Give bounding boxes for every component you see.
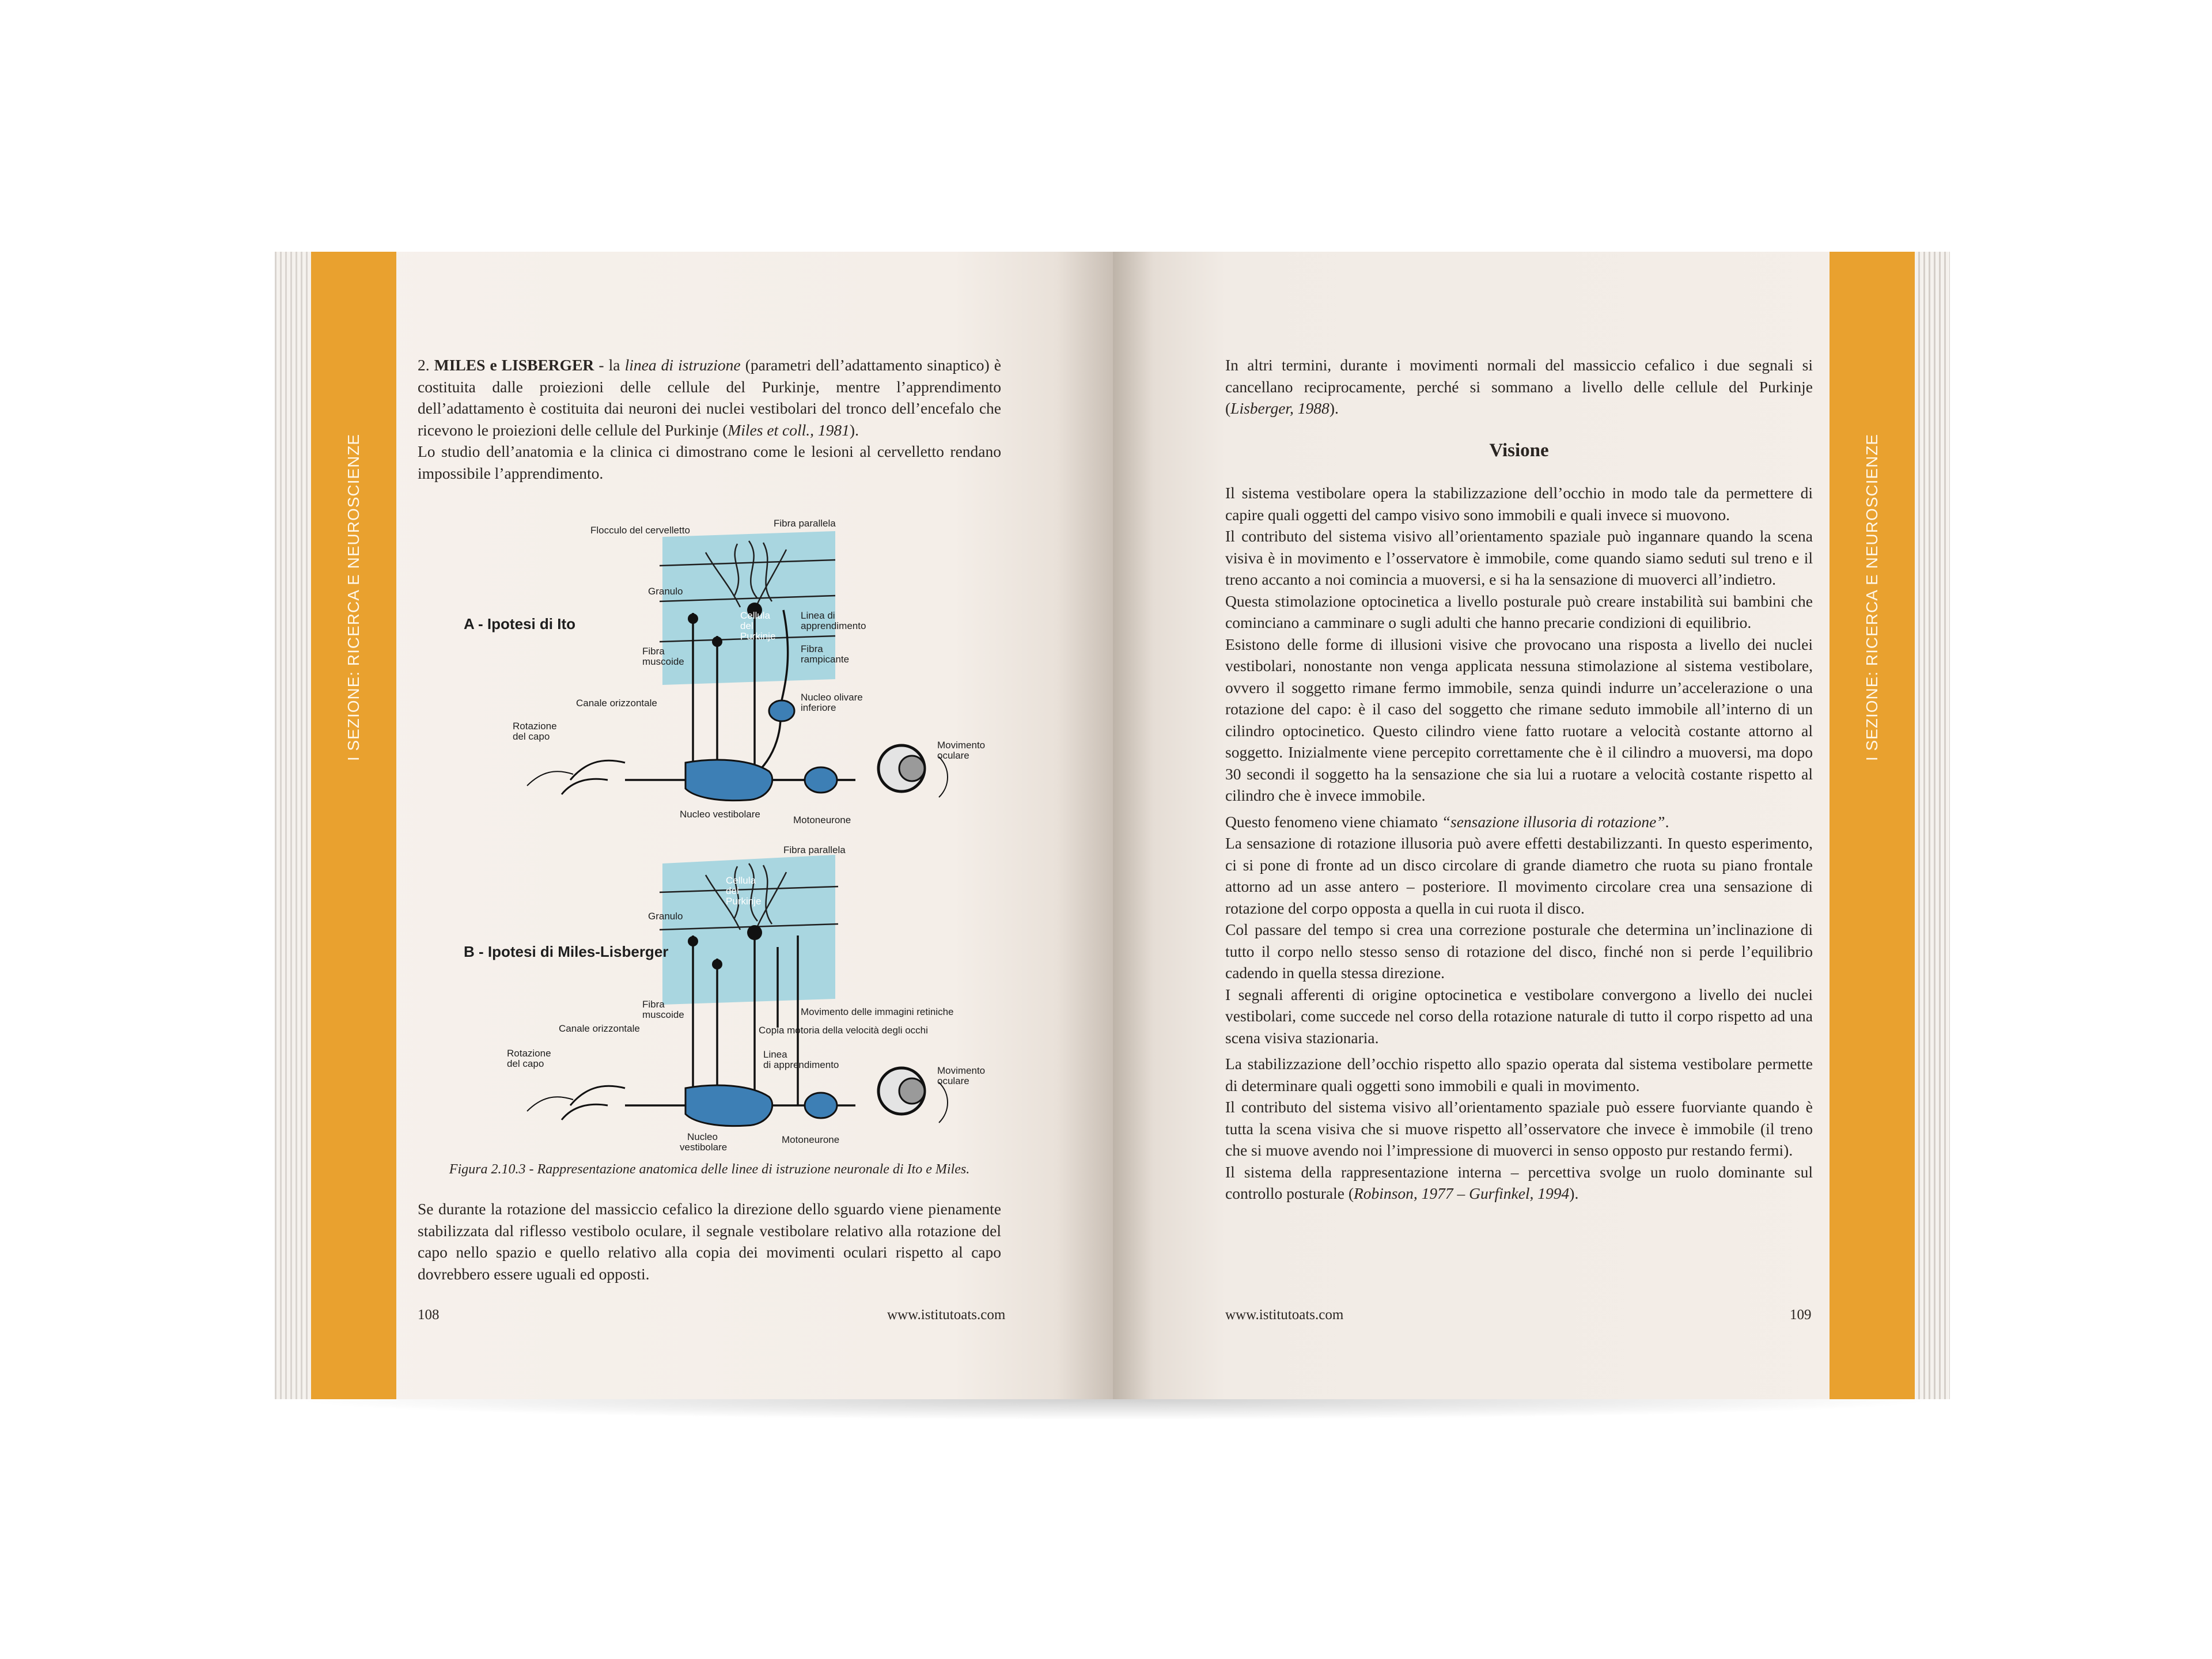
- label-nucleo-olivare-1: Nucleo olivare: [801, 692, 863, 703]
- paragraph-3: Questa stimolazione optocinetica a livello posturale può creare instabilità sui bambini che cominciano a camminare o sugli adulti che hanno precarie condizioni di equilibrio.: [1225, 592, 1813, 631]
- label-rotazione-a-2: del capo: [513, 731, 550, 742]
- label-cellula-b-3: Purkinje: [726, 896, 762, 907]
- label-flocculo: Flocculo del cervelletto: [590, 525, 690, 536]
- label-linea-a-1: Linea di: [801, 610, 835, 621]
- left-running-header: I SEZIONE: RICERCA E NEUROSCIENZE: [344, 433, 362, 762]
- paragraph-6: Col passare del tempo si crea una correzione posturale che determina un’inclinazione di tutto il corpo nello stesso senso di rotazione del disco, finché non si perde l’equilibrio cadendo in quella stessa direzione.: [1225, 921, 1813, 982]
- label-rotazione-b-1: Rotazione: [507, 1048, 551, 1059]
- right-page-number: 109: [1790, 1307, 1812, 1323]
- label-granulo-a: Granulo: [648, 586, 683, 597]
- label-motoneurone-b: Motoneurone: [782, 1134, 840, 1145]
- label-canale-a: Canale orizzontale: [576, 698, 657, 709]
- left-page-edges: [275, 252, 315, 1399]
- vestibular-nucleus-b: [685, 1085, 772, 1126]
- paragraph-intro: In altri termini, durante i movimenti normali del massiccio cefalico i due segnali si cancellano reciprocamente, perché si sommano a livello delle cellule del Purkinje (Lisberger, 1988).: [1225, 356, 1813, 417]
- left-website: www.istitutoats.com: [887, 1307, 1006, 1323]
- label-canale-b: Canale orizzontale: [559, 1023, 640, 1034]
- label-cellula-b-2: del: [726, 885, 739, 896]
- label-cellula-b-1: Cellula: [726, 875, 756, 886]
- label-copia-motoria: Copia motoria della velocità degli occhi: [759, 1025, 928, 1036]
- label-cellula-a-2: del: [740, 620, 753, 631]
- paragraph-miles-lisberger: 2. MILES e LISBERGER - la linea di istruzione (parametri dell’adattamento sinaptico) è costituita dalle proiezioni delle cellule del Purkinje, mentre l’apprendimento dell’adattamento è costituita dai neuroni dei nuclei vestibolari del tronco dell’encefalo che ricevono le proiezioni delle cellule del Purkinje (Miles et coll., 1981).: [418, 356, 1001, 439]
- vestibular-nucleus-a: [685, 760, 772, 801]
- label-fibra-parallela-a: Fibra parallela: [774, 518, 836, 529]
- section-heading: Visione: [1489, 440, 1549, 461]
- right-running-header: I SEZIONE: RICERCA E NEUROSCIENZE: [1863, 433, 1881, 762]
- label-linea-a-2: apprendimento: [801, 620, 866, 631]
- paragraph-8: La stabilizzazione dell’occhio rispetto allo spazio operata dal sistema vestibolare permette di determinare quali oggetti sono immobili e quali in movimento.: [1225, 1055, 1813, 1094]
- left-page: [311, 252, 1113, 1399]
- label-nucleo-b-2: vestibolare: [680, 1142, 728, 1153]
- figure-caption: Figura 2.10.3 - Rappresentazione anatomica delle linee di istruzione neuronale di Ito e Miles.: [449, 1162, 970, 1177]
- label-movimento-b-1: Movimento: [937, 1065, 986, 1076]
- right-page-edges: [1910, 252, 1950, 1399]
- label-movimento-immagini: Movimento delle immagini retiniche: [801, 1006, 954, 1017]
- label-fibra-muscoide-a-1: Fibra: [642, 646, 665, 657]
- paragraph-fenomeno: Questo fenomeno viene chiamato “sensazione illusoria di rotazione”.: [1225, 812, 1669, 831]
- panel-b-heading: B - Ipotesi di Miles-Lisberger: [464, 943, 669, 960]
- horizontal-canal-a: [562, 760, 625, 794]
- paragraph-7: I segnali afferenti di origine optocinetica e vestibolare convergono a livello dei nuclei vestibolari, come succede nel corso della rotazione naturale di tutto il corpo rispetto ad una scena visiva stazionaria.: [1225, 985, 1813, 1047]
- left-bottom-text: [418, 1198, 1001, 1285]
- label-fibra-parallela-b: Fibra parallela: [783, 844, 846, 855]
- motoneuron-b: [805, 1093, 837, 1118]
- motoneuron-a: [805, 767, 837, 793]
- neural-diagram: [418, 509, 1001, 1154]
- label-cellula-a-1: Cellula: [740, 610, 770, 621]
- paragraph-2: Il contributo del sistema visivo all’orientamento spaziale può ingannare quando la scena visiva è in movimento e l’osservatore è immobile, come quando siamo seduti sul treno e il treno accanto a noi comincia a muoversi, e si ha la sensazione di muoverci all’indietro.: [1225, 527, 1813, 588]
- label-fibra-rampicante-1: Fibra: [801, 643, 823, 654]
- label-fibra-muscoide-a-2: muscoide: [642, 656, 684, 667]
- left-side-band: [311, 252, 396, 1399]
- label-nucleo-b-1: Nucleo: [687, 1131, 718, 1142]
- label-fibra-muscoide-b-2: muscoide: [642, 1009, 684, 1020]
- olivary-nucleus-a: [769, 700, 794, 721]
- label-movimento-a-1: Movimento: [937, 740, 986, 751]
- paragraph-4: Esistono delle forme di illusioni visive che provocano una risposta a livello dei nuclei vestibolari, nonostante non venga applicata nessuna stimolazione al sistema vestibolare, ovvero il soggetto rimane fermo immobile, senza quindi indurre un’accelerazione o una rotazione del capo: è il caso del soggetto che rimane seduto immobile all’interno di un cilindro optocinetico. Questo cilindro viene fatto ruotare a velocità costante attorno al soggetto. Inizialmente viene percepito correttamente che è il cilindro a muoversi, ma dopo 30 secondi il soggetto ha la sensazione che sia lui a ruotare a velocità costante rispetto al cilindro che è invece immobile.: [1225, 635, 1813, 804]
- label-nucleo-vestibolare-a: Nucleo vestibolare: [680, 809, 760, 820]
- right-website: www.istitutoats.com: [1225, 1307, 1344, 1323]
- horizontal-canal-b: [562, 1086, 625, 1120]
- label-fibra-rampicante-2: rampicante: [801, 654, 850, 665]
- paragraph-rotazione: Se durante la rotazione del massiccio cefalico la direzione dello sguardo viene pienamente stabilizzata dal riflesso vestibolo oculare, il segnale vestibolare relativo alla rotazione del capo nello spazio e quello relativo alla copia dei movimenti oculari rispetto al capo dovrebbero essere uguali ed opposti.: [418, 1200, 1001, 1283]
- left-top-text: [418, 354, 1001, 484]
- label-fibra-muscoide-b-1: Fibra: [642, 999, 665, 1010]
- label-motoneurone-a: Motoneurone: [793, 815, 851, 825]
- label-nucleo-olivare-2: inferiore: [801, 702, 836, 713]
- label-rotazione-b-2: del capo: [507, 1058, 544, 1069]
- label-granulo-b: Granulo: [648, 911, 683, 922]
- right-page: [1113, 252, 1915, 1399]
- paragraph-9: Il contributo del sistema visivo all’orientamento spaziale può essere fuorviante quando è tutta la scena visiva che si muove rispetto all’osservatore che invece è immobile (il treno che si muove avendo noi l’impressione di muoverci in senso opposto pur restando fermi).: [1225, 1098, 1813, 1159]
- label-cellula-a-3: Purkinje: [740, 631, 776, 642]
- purkinje-cell-b: [747, 925, 762, 940]
- label-movimento-a-2: oculare: [937, 750, 969, 761]
- left-page-number: 108: [418, 1307, 440, 1323]
- label-rotazione-a-1: Rotazione: [513, 721, 557, 732]
- right-side-band: [1830, 252, 1915, 1399]
- neural-figure: [418, 509, 1001, 1154]
- right-text: [1225, 354, 1813, 1205]
- paragraph-10: Il sistema della rappresentazione interna – percettiva svolge un ruolo dominante sul controllo posturale (Robinson, 1977 – Gurfinkel, 1994).: [1225, 1162, 1813, 1202]
- paragraph-1: Il sistema vestibolare opera la stabilizzazione dell’occhio in modo tale da permettere di capire quali oggetti del campo visivo sono immobili e quali invece si muovono.: [1225, 484, 1813, 524]
- label-movimento-b-2: oculare: [937, 1075, 969, 1086]
- paragraph-5: La sensazione di rotazione illusoria può avere effetti destabilizzanti. In questo esperimento, ci si pone di fronte ad un disco circolare di grande diametro che ruota su piano frontale attorno ad un asse antero – posteriore. Il movimento circolare crea una sensazione di rotazione del corpo opposta a quella in cui ruota il disco.: [1225, 834, 1813, 917]
- paragraph-anatomia: Lo studio dell’anatomia e la clinica ci dimostrano come le lesioni al cervelletto rendano impossibile l’apprendimento.: [418, 442, 1001, 482]
- label-linea-b-2: di apprendimento: [763, 1059, 839, 1070]
- panel-a-heading: A - Ipotesi di Ito: [464, 615, 576, 632]
- label-linea-b-1: Linea: [763, 1049, 787, 1060]
